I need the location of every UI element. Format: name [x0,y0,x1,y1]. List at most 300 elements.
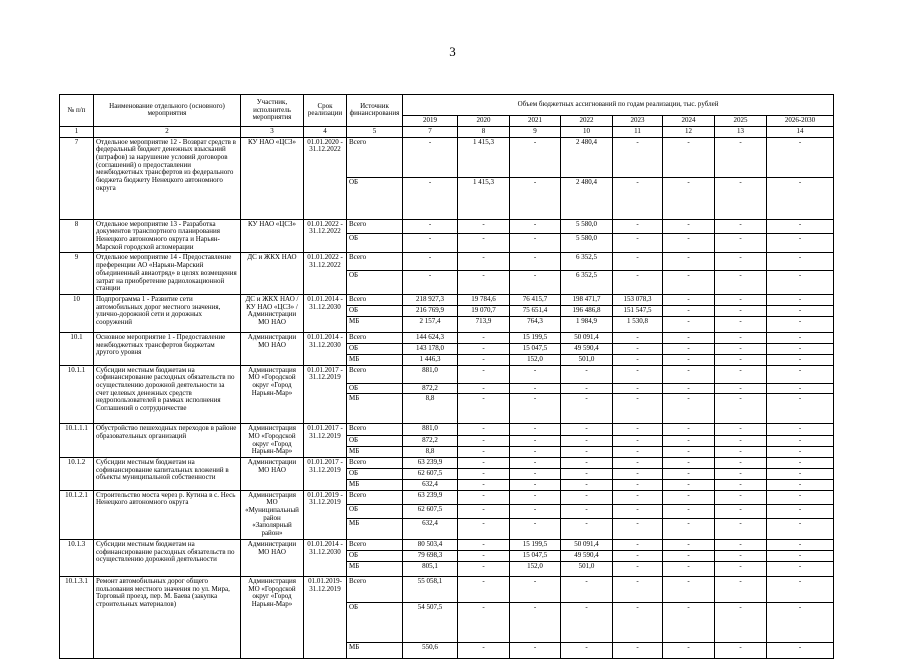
table-row [60,365,834,383]
budget-value: - [715,446,767,457]
budget-value: - [767,576,834,602]
funding-source: Всего [347,458,403,469]
budget-value: - [613,504,663,518]
funding-source: МБ [347,519,403,540]
budget-value: - [715,253,767,270]
budget-value: - [403,137,458,177]
budget-value: - [767,490,834,504]
budget-value: - [663,383,715,394]
budget-value: 1 984,9 [561,316,613,332]
budget-value: - [613,576,663,602]
budget-value: - [715,305,767,316]
budget-value: - [613,642,663,658]
budget-value: 153 078,3 [613,294,663,305]
funding-source: Всего [347,539,403,550]
budget-value: - [561,458,613,469]
budget-value: 144 624,3 [403,332,458,343]
budget-value: 198 471,7 [561,294,613,305]
column-index: 11 [613,126,663,137]
item-participant: ДС и ЖКХ НАО / КУ НАО «ЦСЗ» / Администрации МО НАО [241,294,304,332]
budget-value: - [561,435,613,446]
budget-value: - [715,316,767,332]
budget-value: - [458,383,510,394]
table-row [60,539,834,550]
table-row [60,294,834,305]
budget-value: - [458,446,510,457]
budget-value: - [767,234,834,253]
budget-value: - [715,576,767,602]
budget-value: 196 486,8 [561,305,613,316]
budget-value: - [613,490,663,504]
budget-value: 49 590,4 [561,343,613,354]
item-participant: Администрации МО НАО [241,458,304,491]
budget-value: - [663,539,715,550]
item-participant: КУ НАО «ЦСЗ» [241,219,304,253]
budget-value: 881,0 [403,424,458,435]
budget-value: - [510,394,561,424]
budget-value: - [663,253,715,270]
item-number: 8 [60,219,94,253]
budget-value: - [767,383,834,394]
header-year: 2023 [613,116,663,127]
budget-value: - [663,270,715,294]
budget-value: - [510,469,561,480]
budget-value: 632,4 [403,519,458,540]
budget-value: - [510,383,561,394]
item-name: Отдельное мероприятие 14 - Предоставление преференции АО «Нарьян-Марский объединенный авиаотряд» в целях возмещения затрат на приобретение радиолокационной станции [94,253,241,294]
column-index: 2 [94,126,241,137]
budget-value: - [561,424,613,435]
budget-value: 62 607,5 [403,504,458,518]
budget-value: - [767,602,834,642]
budget-value: - [613,219,663,234]
budget-value: - [663,550,715,561]
budget-value: - [403,219,458,234]
budget-value: - [663,177,715,219]
budget-value: 550,6 [403,642,458,658]
budget-value: - [613,343,663,354]
funding-source: Всего [347,490,403,504]
budget-value: - [458,550,510,561]
budget-value: 713,9 [458,316,510,332]
item-number: 10.1.2.1 [60,490,94,539]
budget-value: - [458,219,510,234]
item-term: 01.01.2017 - 31.12.2019 [304,365,347,424]
item-participant: ДС и ЖКХ НАО [241,253,304,294]
budget-value: 50 091,4 [561,539,613,550]
budget-value: - [663,424,715,435]
column-index: 3 [241,126,304,137]
budget-value: - [613,332,663,343]
budget-value: - [613,253,663,270]
budget-value: - [715,424,767,435]
budget-value: - [561,642,613,658]
budget-value: - [458,469,510,480]
item-number: 10.1.3.1 [60,576,94,658]
budget-value: - [767,504,834,518]
funding-source: ОБ [347,270,403,294]
column-index: 9 [510,126,561,137]
budget-value: - [613,550,663,561]
item-term: 01.01.2020 - 31.12.2022 [304,137,347,219]
budget-value: - [510,490,561,504]
table-row [60,490,834,504]
budget-value: - [767,343,834,354]
budget-value: - [767,365,834,383]
budget-value: - [510,576,561,602]
budget-value: 872,2 [403,435,458,446]
item-name: Субсидии местным бюджетам на софинансирование расходных обязательств по осуществлению дорожной деятельности за счет целевых денежных средств недропользователей в рамках исполнения Соглашений о сотрудничестве [94,365,241,424]
table-row [60,576,834,602]
budget-value: - [767,469,834,480]
item-name: Обустройство пешеходных переходов в районе образовательных организаций [94,424,241,458]
budget-value: - [613,561,663,576]
budget-value: - [458,561,510,576]
budget-value: - [663,234,715,253]
budget-value: - [715,519,767,540]
budget-value: 152,0 [510,354,561,365]
budget-value: - [561,480,613,491]
budget-value: 501,0 [561,354,613,365]
budget-value: - [663,504,715,518]
item-term: 01.01.2014 - 31.12.2030 [304,539,347,576]
budget-value: - [613,519,663,540]
budget-value: - [458,234,510,253]
budget-value: 15 047,5 [510,550,561,561]
budget-value: - [510,365,561,383]
budget-value: 8,8 [403,394,458,424]
budget-value: - [715,394,767,424]
funding-source: МБ [347,480,403,491]
budget-value: - [510,137,561,177]
table-row [60,137,834,177]
budget-value: - [663,458,715,469]
budget-value: - [561,383,613,394]
budget-table [59,94,834,659]
page-number: 3 [449,44,456,59]
column-index: 12 [663,126,715,137]
budget-value: - [510,446,561,457]
budget-value: - [767,354,834,365]
budget-value: - [767,480,834,491]
budget-value: - [715,504,767,518]
header-year: 2021 [510,116,561,127]
item-number: 10 [60,294,94,332]
budget-value: 805,1 [403,561,458,576]
budget-value: - [458,642,510,658]
column-index-row [60,126,834,137]
budget-value: - [715,270,767,294]
budget-value: - [715,354,767,365]
budget-value: - [510,435,561,446]
budget-value: 49 590,4 [561,550,613,561]
header-year: 2024 [663,116,715,127]
funding-source: ОБ [347,383,403,394]
budget-value: - [458,354,510,365]
table-row [60,424,834,435]
budget-value: - [767,435,834,446]
budget-value: 872,2 [403,383,458,394]
column-index: 5 [347,126,403,137]
budget-value: - [458,576,510,602]
budget-value: 15 199,5 [510,332,561,343]
budget-value: - [561,519,613,540]
budget-value: 2 157,4 [403,316,458,332]
item-number: 10.1.2 [60,458,94,491]
header-row [60,95,834,116]
budget-value: - [403,177,458,219]
item-name: Отдельное мероприятие 13 - Разработка документов транспортного планирования Ненецкого автономного округа и Нарьян-Марской городской агломерации [94,219,241,253]
funding-source: ОБ [347,234,403,253]
item-participant: Администрации МО НАО [241,332,304,365]
budget-value: - [663,343,715,354]
column-index: 4 [304,126,347,137]
funding-source: МБ [347,561,403,576]
item-name: Основное мероприятие 1 - Предоставление межбюджетных трансфертов бюджетам другого уровня [94,332,241,365]
header-num: № п/п [60,95,94,127]
budget-value: - [613,602,663,642]
header-year: 2020 [458,116,510,127]
budget-value: - [715,332,767,343]
budget-value: - [715,550,767,561]
budget-value: - [613,480,663,491]
budget-value: 75 651,4 [510,305,561,316]
budget-value: - [715,219,767,234]
budget-value: - [613,365,663,383]
budget-value: - [613,446,663,457]
budget-value: - [510,219,561,234]
header-term: Срок реализации [304,95,347,127]
budget-value: - [458,602,510,642]
item-participant: Администрация МО «Городской округ «Город Нарьян-Мар» [241,424,304,458]
budget-value: - [767,561,834,576]
item-name: Подпрограмма 1 - Развитие сети автомобильных дорог местного значения, улично-дорожной сети и дорожных сооружений [94,294,241,332]
budget-value: - [767,270,834,294]
funding-source: Всего [347,253,403,270]
budget-value: - [458,504,510,518]
budget-value: - [663,519,715,540]
budget-value: - [403,253,458,270]
budget-value: - [715,480,767,491]
budget-value: - [715,561,767,576]
budget-value: - [510,458,561,469]
funding-source: ОБ [347,343,403,354]
budget-value: - [613,394,663,424]
budget-value: - [613,270,663,294]
budget-value: - [663,561,715,576]
budget-value: - [663,316,715,332]
budget-value: - [458,435,510,446]
table-row [60,458,834,469]
budget-value: 19 070,7 [458,305,510,316]
table-row [60,253,834,270]
budget-value: - [561,490,613,504]
budget-value: - [767,332,834,343]
budget-value: 2 480,4 [561,137,613,177]
item-participant: КУ НАО «ЦСЗ» [241,137,304,219]
budget-value: 54 507,5 [403,602,458,642]
budget-value: 218 927,3 [403,294,458,305]
budget-value: - [715,602,767,642]
budget-value: - [767,458,834,469]
budget-value: - [663,294,715,305]
budget-value: - [715,234,767,253]
budget-value: 55 058,1 [403,576,458,602]
budget-value: - [767,253,834,270]
budget-value: - [767,539,834,550]
budget-value: - [613,435,663,446]
header-name: Наименование отдельного (основного) мероприятия [94,95,241,127]
budget-value: - [663,354,715,365]
item-term: 01.01.2014 - 31.12.2030 [304,294,347,332]
funding-source: ОБ [347,435,403,446]
funding-source: Всего [347,365,403,383]
budget-value: 63 239,9 [403,458,458,469]
budget-value: - [663,602,715,642]
funding-source: Всего [347,576,403,602]
funding-source: МБ [347,394,403,424]
budget-value: - [613,383,663,394]
item-participant: Администрация МО «Городской округ «Город Нарьян-Мар» [241,576,304,658]
budget-value: - [663,137,715,177]
budget-value: 1 415,3 [458,137,510,177]
funding-source: ОБ [347,550,403,561]
budget-value: - [663,219,715,234]
budget-value: - [767,424,834,435]
budget-value: - [458,490,510,504]
funding-source: МБ [347,354,403,365]
item-name: Строительство моста через р. Кутина в с. Несь Ненецкого автономного округа [94,490,241,539]
header-source: Источник финансирования [347,95,403,127]
budget-value: - [561,469,613,480]
budget-value: 216 769,9 [403,305,458,316]
budget-value: - [561,602,613,642]
item-term: 01.01.2017 - 31.12.2019 [304,424,347,458]
budget-value: - [613,469,663,480]
budget-value: 143 178,0 [403,343,458,354]
budget-value: - [510,602,561,642]
budget-value: - [458,253,510,270]
budget-value: 6 352,5 [561,253,613,270]
item-number: 10.1 [60,332,94,365]
column-index: 13 [715,126,767,137]
header-year: 2026-2030 [767,116,834,127]
budget-value: - [663,394,715,424]
funding-source: Всего [347,424,403,435]
funding-source: ОБ [347,504,403,518]
budget-value: - [715,458,767,469]
budget-value: - [510,519,561,540]
budget-value: - [403,270,458,294]
table-row [60,332,834,343]
item-name: Отдельное мероприятие 12 - Возврат средств в федеральный бюджет денежных взысканий (штрафов) за нарушение условий договоров (соглашений) о предоставлении межбюджетных трансфертов из федерального бюджета бюджету Ненецкого автономного округа [94,137,241,219]
budget-value: - [458,332,510,343]
budget-value: 152,0 [510,561,561,576]
budget-value: - [715,177,767,219]
budget-value: - [561,446,613,457]
budget-value: - [767,305,834,316]
funding-source: ОБ [347,469,403,480]
budget-value: - [458,539,510,550]
column-index: 8 [458,126,510,137]
item-name: Ремонт автомобильных дорог общего пользования местного значения по ул. Мира, Торговый проезд, пер. М. Баева (закупка строительных материалов) [94,576,241,658]
budget-value: - [613,177,663,219]
budget-value: 1 446,3 [403,354,458,365]
funding-source: Всего [347,332,403,343]
budget-value: 151 547,5 [613,305,663,316]
item-term: 01.01.2019- 31.12.2019 [304,576,347,658]
budget-value: - [510,177,561,219]
budget-value: - [561,504,613,518]
item-term: 01.01.2017 - 31.12.2019 [304,458,347,491]
item-term: 01.01.2022 - 31.12.2022 [304,253,347,294]
budget-value: - [715,490,767,504]
funding-source: Всего [347,137,403,177]
budget-value: - [458,365,510,383]
budget-value: - [663,435,715,446]
column-index: 1 [60,126,94,137]
item-term: 01.01.2022 - 31.12.2022 [304,219,347,253]
item-participant: Администрация МО «Муниципальный район «Заполярный район» [241,490,304,539]
item-participant: Администрация МО «Городской округ «Город Нарьян-Мар» [241,365,304,424]
budget-value: 8,8 [403,446,458,457]
budget-value: - [510,480,561,491]
table-body [60,137,834,658]
item-number: 10.1.1 [60,365,94,424]
budget-value: - [510,234,561,253]
budget-value: - [458,270,510,294]
budget-value: - [510,270,561,294]
budget-value: - [715,294,767,305]
budget-value: - [613,234,663,253]
budget-value: 79 698,3 [403,550,458,561]
funding-source: ОБ [347,602,403,642]
budget-value: - [663,480,715,491]
item-number: 10.1.1.1 [60,424,94,458]
budget-value: - [510,504,561,518]
budget-value: - [663,332,715,343]
budget-value: - [613,137,663,177]
item-number: 9 [60,253,94,294]
budget-value: - [715,343,767,354]
budget-value: - [458,480,510,491]
funding-source: ОБ [347,177,403,219]
budget-value: - [403,234,458,253]
budget-value: 76 415,7 [510,294,561,305]
budget-value: - [613,354,663,365]
budget-value: - [663,576,715,602]
header-volume: Объем бюджетных ассигнований по годам реализации, тыс. рублей [403,95,834,116]
budget-value: - [613,539,663,550]
item-participant: Администрации МО НАО [241,539,304,576]
budget-value: - [561,365,613,383]
budget-value: 2 480,4 [561,177,613,219]
budget-value: - [715,137,767,177]
budget-value: - [458,343,510,354]
budget-value: - [715,469,767,480]
budget-value: 764,3 [510,316,561,332]
budget-value: - [663,469,715,480]
budget-value: - [767,519,834,540]
budget-value: - [767,137,834,177]
budget-value: 1 530,8 [613,316,663,332]
budget-value: 15 199,5 [510,539,561,550]
budget-value: - [767,219,834,234]
budget-value: - [663,305,715,316]
budget-value: - [715,435,767,446]
funding-source: Всего [347,219,403,234]
budget-value: - [663,446,715,457]
